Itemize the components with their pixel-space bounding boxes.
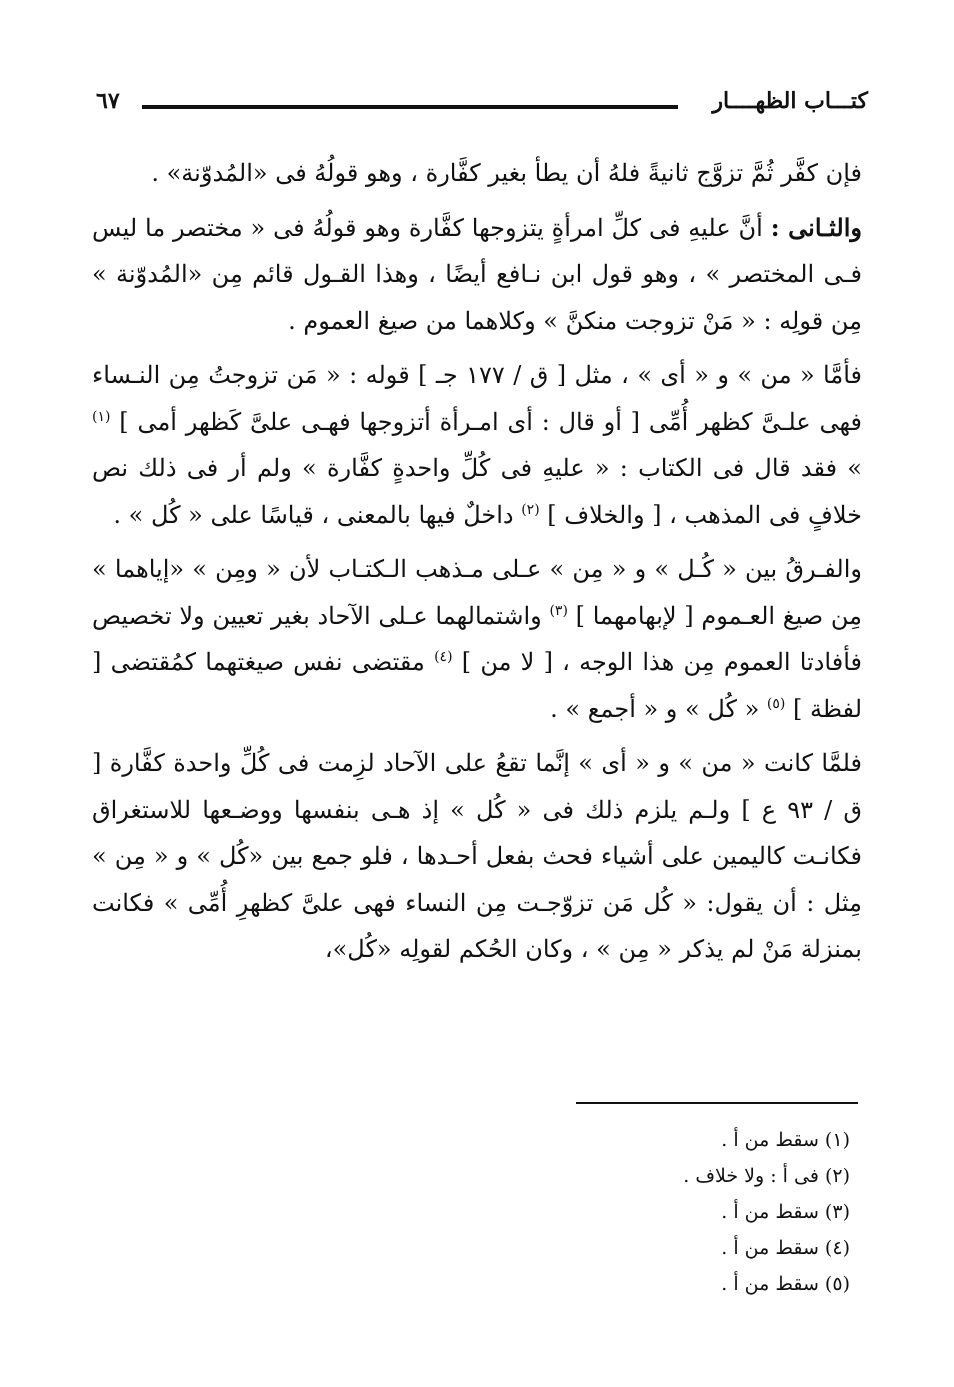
running-title: كتـــاب الظهــــار <box>712 88 868 114</box>
footnote-ref-1: (١) <box>92 408 111 425</box>
running-header <box>86 88 868 128</box>
paragraph-3 <box>92 352 862 538</box>
paragraph-3-text-b: » فقد قال فى الكتاب : « عليهِ فى كُلِّ واحدةٍ كفَّارة » ولم أر فى ذلك نص خلافٍ فى المذهب ، [ والخلاف ] <box>92 454 862 529</box>
footnotes <box>450 1122 850 1302</box>
paragraph-4-text-c: مقتضى نفس صيغتهما كمُقتضى [ لفظة ] <box>92 648 862 723</box>
header-rule <box>142 105 678 109</box>
footnote-2: (٢) فى أ : ولا خلاف . <box>683 1165 850 1187</box>
paragraph-1-text: فإن كفَّر ثُمَّ تزوَّج ثانيةً فلهُ أن يطأ بغير كفَّارة ، وهو قولُهُ فى «المُدوّنة» . <box>151 159 862 187</box>
footnote-separator <box>576 1102 858 1104</box>
paragraph-5 <box>92 740 862 973</box>
footnote-ref-4: (٤) <box>434 649 453 665</box>
paragraph-1 <box>92 150 862 197</box>
footnote-5: (٥) سقط من أ . <box>721 1273 850 1295</box>
paragraph-3-text-a: فأمَّا « من » و « أى » ، مثل [ ق / ١٧٧ جـ ] قوله : « مَن تزوجتُ مِن النـساء فهى علـىَّ كظهر أُمِّى [ أو قال : أى امـرأة أتزوجها فهـى علىَّ كَظهر أمى ] <box>92 361 863 436</box>
paragraph-4 <box>92 546 862 732</box>
footnote-ref-5: (٥) <box>766 695 786 712</box>
page-number: ٦٧ <box>96 88 120 114</box>
paragraph-4-text-d: « كُل » و « أجمع » . <box>550 694 767 723</box>
paragraph-2 <box>92 205 862 345</box>
paragraph-5-text: فلمَّا كانت « من » و « أى » إنَّما تقعُ على الآحاد لزِمت فى كُلِّ واحدة كفَّارة [ ق / ٩٣ ع ] ولـم يلزم ذلك فى « كُل » إذ هـى بنفسها ووضـعها للاستغراق فكانـت كاليمين على أشياء فحث بفعل أحـدها ، فلو جمع بين «كُل » و « مِن » مِثل : أن يقول: « كُل مَن تزوّجـت مِن النساء فهى علىَّ كظهرِ أُمِّى » فكانت بمنزلة مَنْ لم يذكر « مِن » ، وكان الحُكم لقولِه «كُل»، <box>92 749 863 963</box>
paragraph-2-lead: والثـانى : <box>770 212 862 242</box>
paragraph-2-text: أنَّ عليهِ فى كلِّ امرأةٍ يتزوجها كفَّارة وهو قولُهُ فى « مختصر ما ليس فـى المختصر » ، وهو قول ابن نـافع أيضًا ، وهذا القـول قائم مِن «المُدوّنة » مِن قولِه : « مَنْ تزوجت منكنَّ » وكلاهما من صيغ العموم . <box>92 213 862 335</box>
paragraph-4-text-b: واشتمالهما عـلى الآحاد بغير تعيين ولا تخصيص فأفادتا العموم مِن هذا الوجه ، [ لا من ] <box>92 601 863 676</box>
main-text <box>92 150 862 981</box>
paragraph-4-text-a: والفـرقُ بين « كُـل » و « مِن » عـلى مـذهب الـكتـاب لأن « ومِن » «إياهما » مِن صيغ العـموم [ لإبهامهما ] <box>92 555 862 630</box>
footnote-ref-2: (٢) <box>521 501 540 518</box>
footnote-4: (٤) سقط من أ . <box>721 1237 850 1259</box>
footnote-3: (٣) سقط من أ . <box>721 1201 850 1223</box>
footnote-1: (١) سقط من أ . <box>721 1129 850 1151</box>
footnote-ref-3: (٣) <box>549 602 568 619</box>
paragraph-3-text-c: داخلٌ فيها بالمعنى ، قياسًا على « كُل » . <box>113 500 522 529</box>
